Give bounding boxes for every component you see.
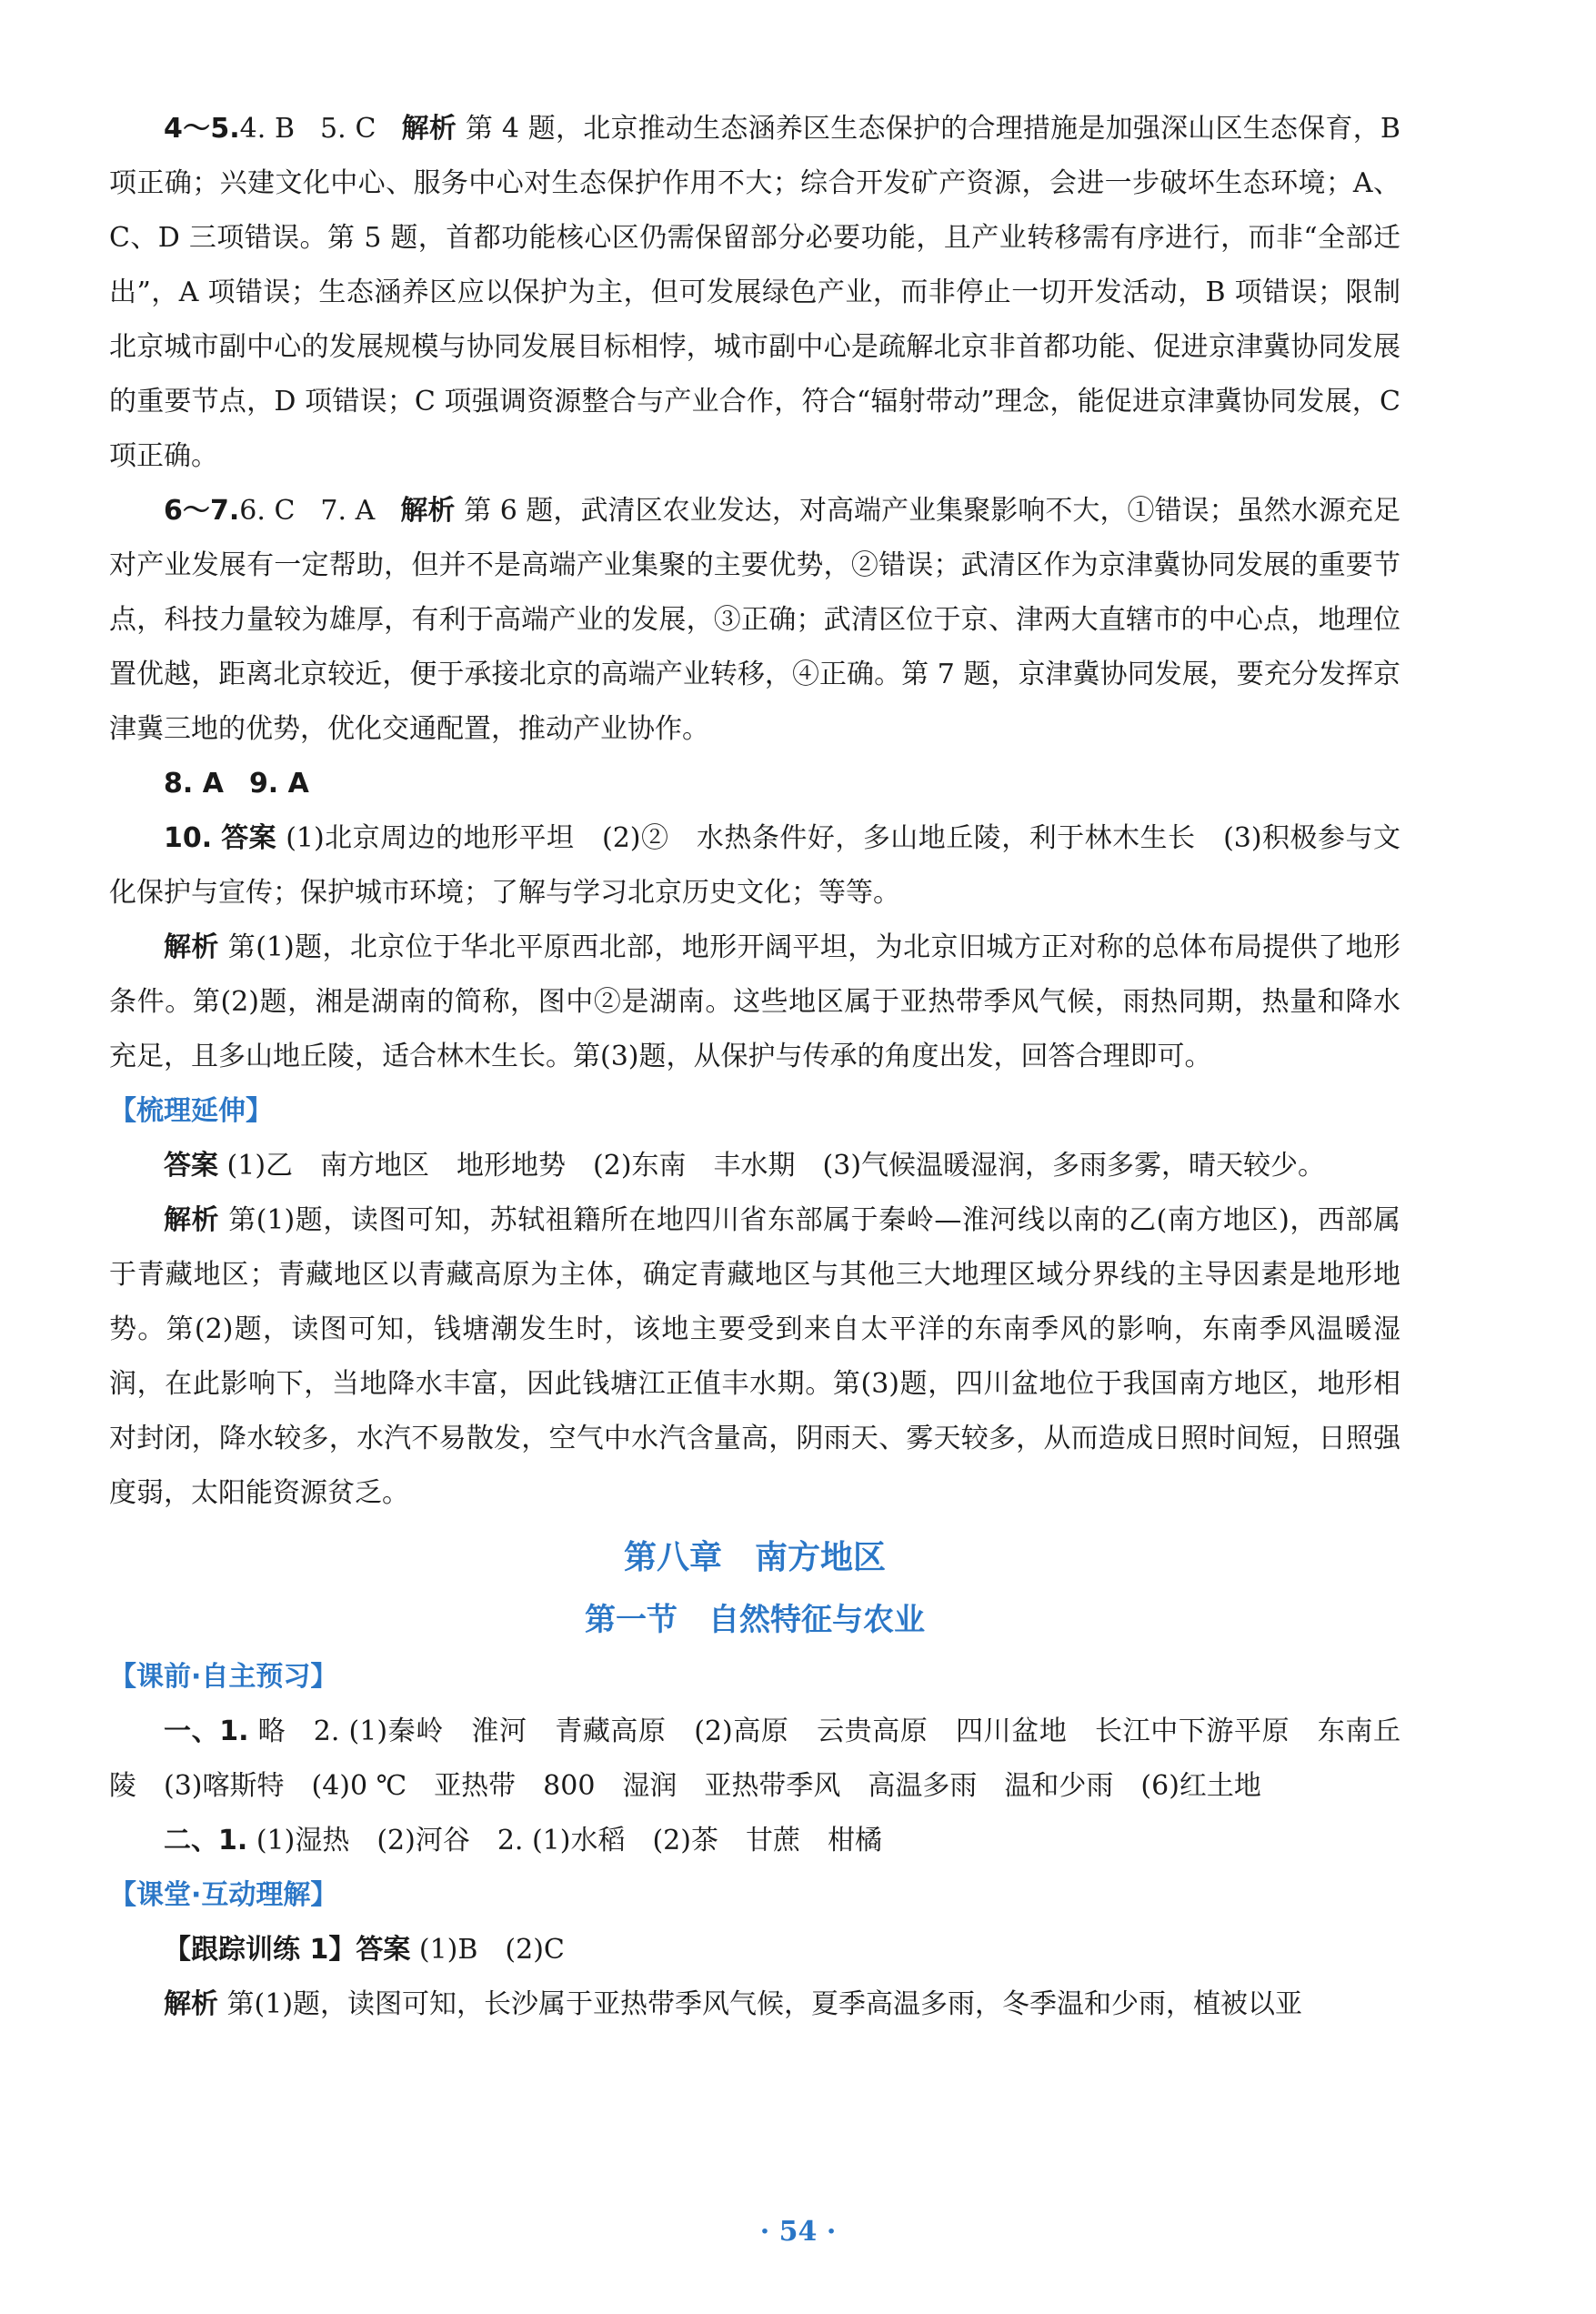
answer-key: 6. C: [239, 495, 296, 527]
answer-key: 4. B: [239, 113, 296, 145]
preview-part-2: [109, 1814, 1400, 1868]
tracking-training-1-analysis: [109, 1977, 1400, 2032]
analysis-label: 解析: [164, 1204, 220, 1236]
extension-analysis: [109, 1193, 1400, 1521]
analysis-label: 解析: [401, 113, 457, 145]
analysis-text: 第(1)题，北京位于华北平原西北部，地形开阔平坦，为北京旧城方正对称的总体布局提供了地形条件。第(2)题，湘是湖南的简称，图中②是湖南。这些地区属于亚热带季风气候，雨热同期，热量和降水充足，且多山地丘陵，适合林木生长。第(3)题，从保护与传承的角度出发，回答合理即可。: [109, 931, 1401, 1072]
answer-key: 8. A: [164, 768, 224, 800]
section-tag-classroom: 【课堂·互动理解】: [109, 1879, 338, 1911]
document-body: [109, 102, 1400, 2032]
analysis-text: 第 6 题，武清区农业发达，对高端产业集聚影响不大，①错误；虽然水源充足对产业发展有一定帮助，但并不是高端产业集聚的主要优势，②错误；武清区作为京津冀协同发展的重要节点，科技力量较为雄厚，有利于高端产业的发展，③正确；武清区位于京、津两大直辖市的中心点，地理位置优越，距离北京较近，便于承接北京的高端产业转移，④正确。第 7 题，京津冀协同发展，要充分发挥京津冀三地的优势，优化交通配置，推动产业协作。: [109, 495, 1400, 745]
section-tag-preview: 【课前·自主预习】: [109, 1661, 338, 1693]
section-title: 第一节 自然特征与农业: [585, 1602, 925, 1638]
answer-text: (1)乙 南方地区 地形地势 (2)东南 丰水期 (3)气候温暖湿润，多雨多雾，晴天较少。: [226, 1150, 1326, 1182]
question-range-label: 6～7.: [164, 495, 240, 527]
answer-key: 5. C: [320, 113, 376, 145]
tracking-training-1: [109, 1923, 1400, 1977]
analysis-text: 第 4 题，北京推动生态涵养区生态保护的合理措施是加强深山区生态保育，B 项正确；兴建文化中心、服务中心对生态保护作用不大；综合开发矿产资源，会进一步破坏生态环境；A、C、D 三项错误。第 5 题，首都功能核心区仍需保留部分必要功能，且产业转移需有序进行，而非“全部迁出”，A 项错误；生态涵养区应以保护为主，但可发展绿色产业，而非停止一切开发活动，B 项错误；限制北京城市副中心的发展规模与协同发展目标相悖，城市副中心是疏解北京非首都功能、促进京津冀协同发展的重要节点，D 项错误；C 项强调资源整合与产业合作，符合“辐射带动”理念，能促进京津冀协同发展，C 项正确。: [109, 113, 1400, 472]
analysis-10: [109, 921, 1400, 1084]
analysis-label: 解析: [400, 495, 456, 527]
answer-key: 9. A: [248, 768, 309, 800]
analysis-text: 第(1)题，读图可知，长沙属于亚热带季风气候，夏季高温多雨，冬季温和少雨，植被以亚: [226, 1988, 1303, 2020]
answer-text: (1)北京周边的地形平坦 (2)② 水热条件好，多山地丘陵，利于林木生长 (3)积极参与文化保护与宣传；保护城市环境；了解与学习北京历史文化；等等。: [109, 822, 1401, 909]
extension-answer: [109, 1139, 1400, 1193]
page-number: · 54 ·: [759, 2216, 837, 2248]
answer-label: 答案: [164, 1150, 218, 1182]
analysis-label: 解析: [164, 931, 219, 963]
question-range-label: 4～5.: [164, 113, 240, 145]
item-text: 略 2. (1)秦岭 淮河 青藏高原 (2)高原 云贵高原 四川盆地 长江中下游平原 东南丘陵 (3)喀斯特 (4)0 ℃ 亚热带 800 湿润 亚热带季风 高温多雨 温和少雨 (6)红土地: [109, 1715, 1400, 1802]
item-label: 二、1.: [164, 1825, 248, 1856]
analysis-text: 第(1)题，读图可知，苏轼祖籍所在地四川省东部属于秦岭—淮河线以南的乙(南方地区)，西部属于青藏地区；青藏地区以青藏高原为主体，确定青藏地区与其他三大地理区域分界线的主导因素是地形地势。第(2)题，读图可知，钱塘潮发生时，该地主要受到来自太平洋的东南季风的影响，东南季风温暖湿润，在此影响下，当地降水丰富，因此钱塘江正值丰水期。第(3)题，四川盆地位于我国南方地区，地形相对封闭，降水较多，水汽不易散发，空气中水汽含量高，阴雨天、雾天较多，从而造成日照时间短，日照强度弱，太阳能资源贫乏。: [109, 1204, 1400, 1509]
preview-part-1: [109, 1705, 1400, 1814]
question-number: 10.: [164, 822, 213, 854]
chapter-title: 第八章 南方地区: [623, 1539, 886, 1576]
answer-label: 答案: [221, 822, 277, 854]
answer-key: 7. A: [320, 495, 376, 527]
item-text: (1)湿热 (2)河谷 2. (1)水稻 (2)茶 甘蔗 柑橘: [256, 1825, 882, 1856]
answer-10: [109, 811, 1400, 921]
answer-label: 【跟踪训练 1】答案: [164, 1934, 411, 1966]
answer-6-7: [109, 484, 1400, 757]
answer-text: (1)B (2)C: [418, 1934, 565, 1966]
analysis-label: 解析: [164, 1988, 218, 2020]
item-label: 一、1.: [164, 1715, 249, 1747]
section-tag-extension: 【梳理延伸】: [109, 1095, 273, 1127]
answer-8-9: [109, 757, 1400, 811]
answer-4-5: [109, 102, 1400, 484]
